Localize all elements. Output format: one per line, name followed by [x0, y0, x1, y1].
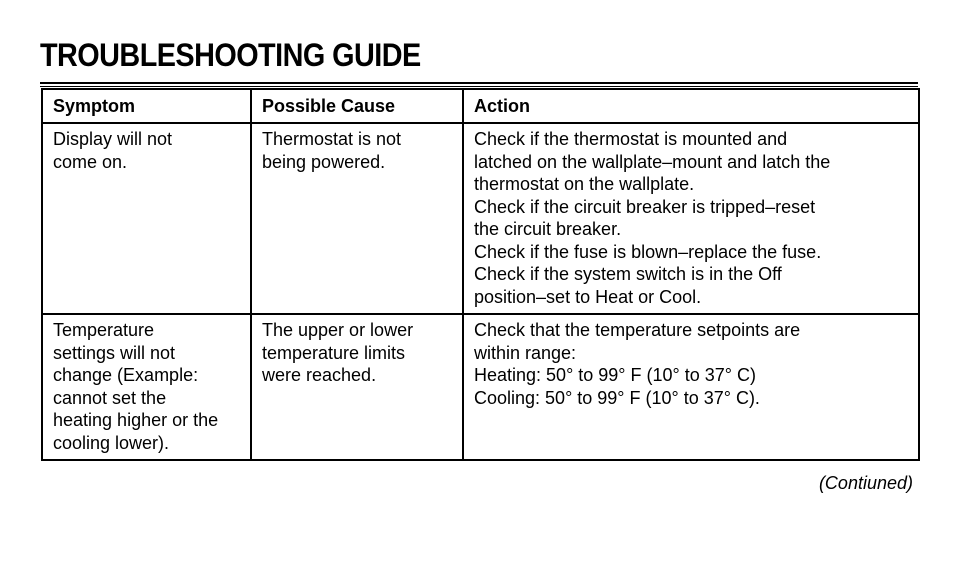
header-possible-cause: Possible Cause: [251, 89, 463, 123]
cause-line: were reached.: [262, 365, 377, 385]
symptom-line: Temperature: [53, 320, 155, 340]
continued-note: (Contiuned): [818, 473, 913, 493]
header-symptom: Symptom: [42, 89, 251, 123]
symptom-line: settings will not: [53, 342, 176, 363]
action-line: Check if the thermostat is mounted and: [474, 129, 788, 149]
page-title: TROUBLESHOOTING GUIDE: [40, 37, 421, 73]
action-line: Check if the fuse is blown–replace the fuse.: [474, 241, 822, 262]
action-line: latched on the wallplate–mount and latch the: [474, 151, 831, 172]
cause-line: temperature limits: [262, 342, 406, 363]
action-line: Check if the circuit breaker is tripped–reset: [474, 196, 816, 217]
symptom-cell: [42, 314, 251, 460]
action-line: the circuit breaker.: [474, 219, 622, 239]
symptom-line: heating higher or the: [53, 410, 219, 430]
table-row: [42, 123, 919, 314]
action-line: Check if the system switch is in the Off: [474, 264, 782, 284]
table-row: [42, 314, 919, 460]
action-cell: [463, 123, 919, 314]
header-action: Action: [463, 89, 919, 123]
table-header-row: [42, 89, 919, 123]
symptom-line: Display will not: [53, 129, 173, 149]
action-line: within range:: [474, 342, 577, 363]
symptom-line: change (Example:: [53, 365, 199, 385]
cause-line: The upper or lower: [262, 320, 414, 340]
title-rule-thin: [40, 86, 918, 87]
symptom-line: cannot set the: [53, 387, 167, 408]
action-line: Heating: 50° to 99° F (10° to 37° C): [474, 365, 756, 385]
symptom-line: cooling lower).: [53, 432, 170, 453]
action-line: Cooling: 50° to 99° F (10° to 37° C).: [474, 387, 760, 408]
action-line: thermostat on the wallplate.: [474, 174, 695, 194]
action-line: position–set to Heat or Cool.: [474, 286, 702, 307]
cause-line: Thermostat is not: [262, 129, 402, 149]
troubleshooting-table: [41, 88, 920, 461]
cause-cell: [251, 314, 463, 460]
cause-cell: [251, 123, 463, 314]
action-line: Check that the temperature setpoints are: [474, 320, 801, 340]
symptom-cell: [42, 123, 251, 314]
cause-line: being powered.: [262, 151, 386, 172]
title-rule-thick: [40, 82, 918, 84]
symptom-line: come on.: [53, 151, 128, 172]
action-cell: [463, 314, 919, 460]
